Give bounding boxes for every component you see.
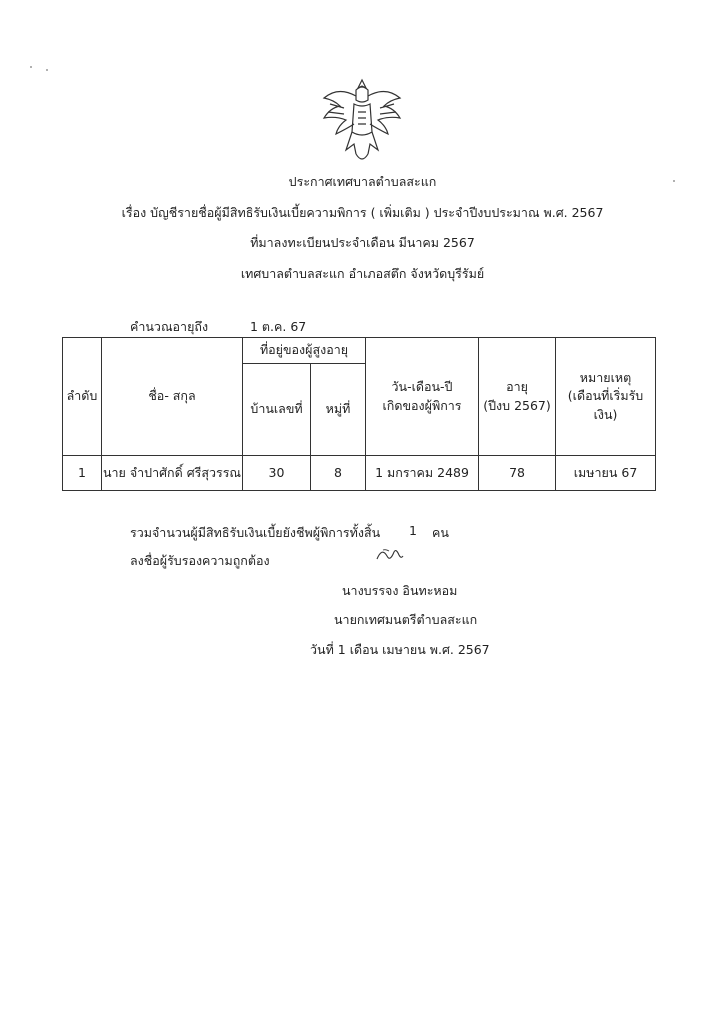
cell-birth-date: 1 มกราคม 2489 — [366, 456, 479, 491]
calc-age-label: คำนวณอายุถึง — [130, 319, 209, 334]
header-village: หมู่ที่ — [311, 364, 366, 456]
header-no: ลำดับ — [63, 338, 102, 456]
header-age — [479, 338, 556, 456]
registration-month: ที่มาลงทะเบียนประจำเดือน มีนาคม 2567 — [250, 235, 475, 250]
beneficiary-table — [62, 337, 656, 491]
header-age-line1: อายุ — [506, 379, 528, 395]
announcement-subject: เรื่อง บัญชีรายชื่อผู้มีสิทธิรับเงินเบี้ยความพิการ ( เพิ่มเติม ) ประจำปีงบประมาณ พ.ศ. 2567 — [121, 205, 604, 220]
header-remark-line3: เงิน) — [593, 406, 618, 422]
summary-label: รวมจำนวนผู้มีสิทธิรับเงินเบี้ยยังชีพผู้พิการทั้งสิ้น — [130, 525, 381, 540]
cell-no: 1 — [63, 456, 102, 491]
summary-unit: คน — [432, 525, 449, 540]
header-house-no: บ้านเลขที่ — [243, 364, 311, 456]
announcement-title: ประกาศเทศบาลตำบลสะแก — [288, 174, 437, 189]
certify-label: ลงชื่อผู้รับรองความถูกต้อง — [130, 553, 270, 568]
scan-speck — [30, 66, 32, 68]
header-address: ที่อยู่ของผู้สูงอายุ — [243, 338, 366, 364]
calc-age-date: 1 ต.ค. 67 — [250, 319, 307, 334]
signer-position: นายกเทศมนตรีตำบลสะแก — [334, 612, 478, 627]
header-age-line2: (ปีงบ 2567) — [483, 397, 551, 413]
garuda-emblem-icon — [316, 74, 408, 170]
header-remark-line1: หมายเหตุ — [579, 370, 632, 386]
cell-remark: เมษายน 67 — [556, 456, 656, 491]
cell-name: นาย จำปาศักดิ์ ศรีสุวรรณ — [102, 456, 243, 491]
header-birth-date — [366, 338, 479, 456]
signer-date: วันที่ 1 เดือน เมษายน พ.ศ. 2567 — [310, 642, 490, 657]
header-birth-line2: เกิดของผู้พิการ — [382, 397, 462, 413]
handwritten-signature — [374, 544, 404, 566]
header-remark — [556, 338, 656, 456]
scan-speck — [673, 180, 675, 182]
header-name: ชื่อ- สกุล — [102, 338, 243, 456]
header-remark-line2: (เดือนที่เริ่มรับ — [567, 388, 644, 404]
cell-age: 78 — [479, 456, 556, 491]
signer-name: นางบรรจง อินทะหอม — [342, 583, 458, 598]
municipality-location: เทศบาลตำบลสะแก อำเภอสตึก จังหวัดบุรีรัมย์ — [240, 266, 485, 281]
summary-count: 1 — [409, 523, 417, 538]
scan-speck — [46, 69, 48, 71]
table-row — [63, 456, 656, 491]
cell-village: 8 — [311, 456, 366, 491]
header-birth-line1: วัน-เดือน-ปี — [391, 379, 453, 395]
cell-house-no: 30 — [243, 456, 311, 491]
